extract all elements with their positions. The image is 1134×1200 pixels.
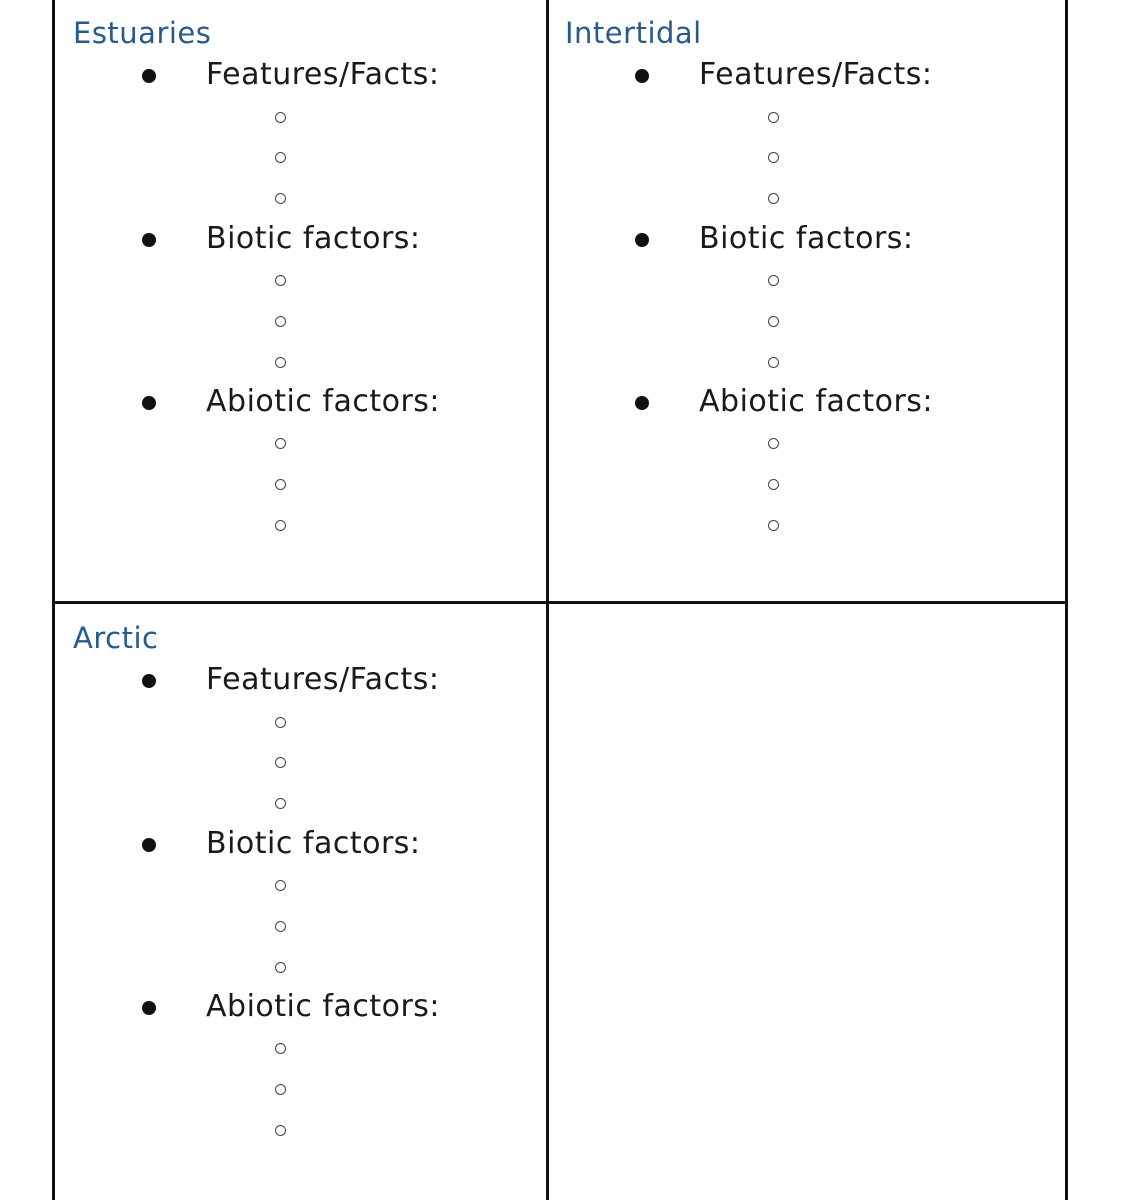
section-features — [55, 660, 546, 824]
cell-title: Arctic — [73, 621, 159, 655]
cell-empty — [549, 604, 1065, 1200]
sub-bullet-circle — [275, 798, 286, 809]
sub-bullet-circle — [275, 438, 286, 449]
bullet-dot — [142, 674, 156, 688]
section-abiotic — [55, 987, 546, 1151]
sub-bullet-circle — [275, 1043, 286, 1054]
sub-bullet-circle — [275, 316, 286, 327]
section-features — [549, 55, 1065, 219]
section-abiotic — [549, 382, 1065, 546]
sub-bullet-circle — [768, 438, 779, 449]
cell-estuaries — [55, 0, 546, 601]
section-features — [55, 55, 546, 219]
sub-bullet-circle — [275, 193, 286, 204]
section-label: Biotic factors: — [699, 221, 914, 256]
sub-bullet-circle — [275, 520, 286, 531]
grid-line-right — [1065, 0, 1068, 1200]
bullet-dot — [635, 69, 649, 83]
sub-bullet-circle — [768, 316, 779, 327]
sub-bullet-circle — [275, 717, 286, 728]
sub-bullet-circle — [275, 757, 286, 768]
section-biotic — [549, 219, 1065, 383]
section-label: Biotic factors: — [206, 221, 421, 256]
sub-bullet-circle — [275, 112, 286, 123]
section-label: Features/Facts: — [206, 662, 440, 697]
sub-bullet-circle — [768, 152, 779, 163]
cell-title: Estuaries — [73, 16, 212, 50]
section-label: Abiotic factors: — [699, 384, 934, 419]
section-abiotic — [55, 382, 546, 546]
sub-bullet-circle — [275, 1125, 286, 1136]
cell-intertidal — [549, 0, 1065, 601]
sub-bullet-circle — [275, 1084, 286, 1095]
bullet-dot — [142, 838, 156, 852]
sub-bullet-circle — [275, 921, 286, 932]
section-label: Features/Facts: — [699, 57, 933, 92]
bullet-dot — [142, 396, 156, 410]
section-label: Abiotic factors: — [206, 384, 441, 419]
sub-bullet-circle — [768, 479, 779, 490]
section-label: Features/Facts: — [206, 57, 440, 92]
sub-bullet-circle — [275, 962, 286, 973]
section-label: Biotic factors: — [206, 826, 421, 861]
sub-bullet-circle — [768, 357, 779, 368]
sub-bullet-circle — [275, 275, 286, 286]
section-label: Abiotic factors: — [206, 989, 441, 1024]
bullet-dot — [142, 233, 156, 247]
bullet-dot — [635, 233, 649, 247]
section-biotic — [55, 219, 546, 383]
cell-arctic — [55, 604, 546, 1200]
sub-bullet-circle — [275, 479, 286, 490]
sub-bullet-circle — [275, 152, 286, 163]
sub-bullet-circle — [768, 112, 779, 123]
sub-bullet-circle — [275, 880, 286, 891]
bullet-dot — [635, 396, 649, 410]
sub-bullet-circle — [768, 193, 779, 204]
sub-bullet-circle — [768, 275, 779, 286]
bullet-dot — [142, 1001, 156, 1015]
bullet-dot — [142, 69, 156, 83]
sub-bullet-circle — [275, 357, 286, 368]
section-biotic — [55, 824, 546, 988]
sub-bullet-circle — [768, 520, 779, 531]
cell-title: Intertidal — [565, 16, 702, 50]
